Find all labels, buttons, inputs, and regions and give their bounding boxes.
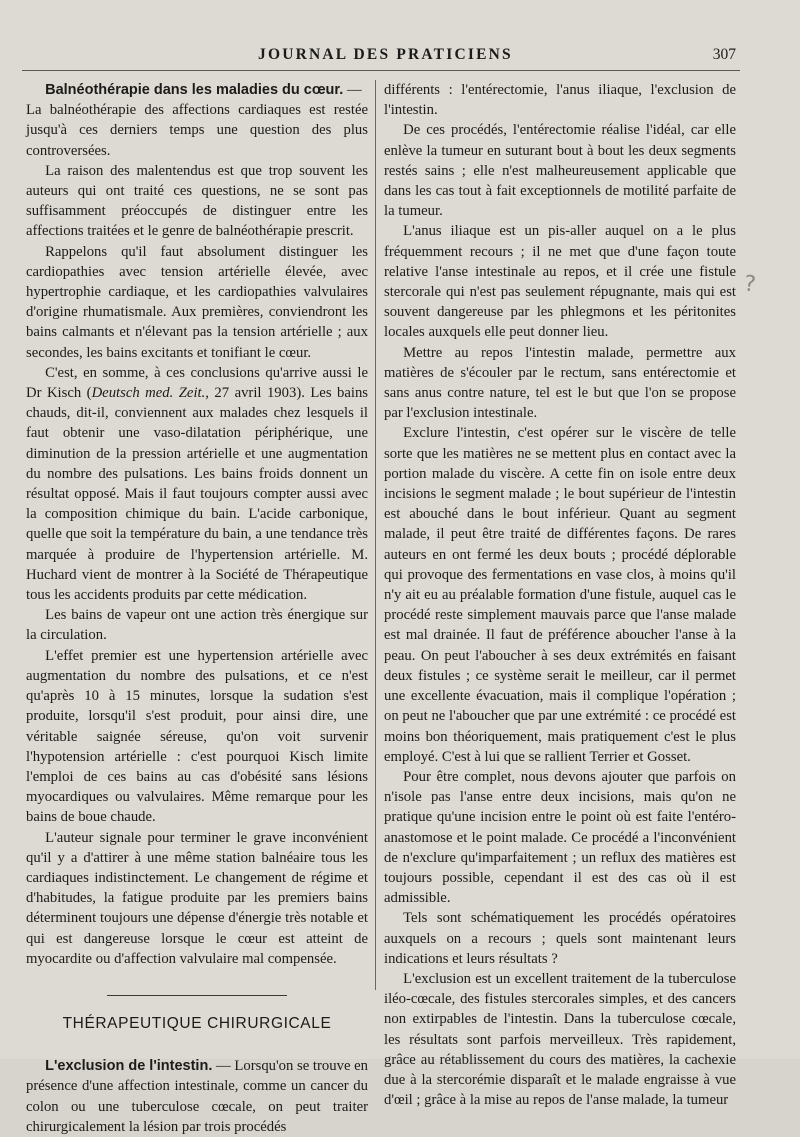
- section-rule: [107, 995, 287, 996]
- journal-title: JOURNAL DES PRATICIENS: [258, 46, 513, 63]
- article-title-exclusion: L'exclusion de l'intestin.: [45, 1058, 213, 1075]
- paragraph: Mettre au repos l'intestin malade, permettre aux matières de s'écouler par le rectum, sans entérectomie et sans anus contre nature, tel est le but que l'on se propose par l'exclusion intestinale.: [384, 344, 736, 422]
- paragraph-kisch: [26, 363, 368, 605]
- paragraph: Rappelons qu'il faut absolument distinguer les cardiopathies avec tension artérielle élevée, avec hypertrophie cardiaque, et les cardiopathies valvulaires d'origine rhumatismale. Aux premières, conviendront les bains calmants et n'élevant pas la tension artérielle ; aux secondes, les bains excitants et tonifiant le cœur.: [26, 243, 368, 361]
- paragraph: Exclure l'intestin, c'est opérer sur le viscère de telle sorte que les matières ne se mettent plus en contact avec la portion malade du viscère. A cette fin on isole entre deux incisions le segment malade ; le bout supérieur de l'intestin est abouché dans le bout inférieur. Quant au segment malade, il peut être traité de différentes façons. De rares auteurs en ont fermé les deux bouts ; procédé déplorable qui provoque des fermentations en vase clos, à moins qu'il n'y ait eu au préalable formation d'une fistule, auquel cas le procédé reste simplement mauvais parce que l'anse malade est mal drainée. Il faut de préférence aboucher l'anse à la peau. On peut l'aboucher à ses deux extrémités en faisant deux fistules ; ce système serait le meilleur, car il permet une excellente évacuation, mais il complique l'opération ; on peut ne l'aboucher que par une extrémité : ce procédé est moins bon théoriquement, mais pratiquement c'est le plus employé. C'est à lui que se rallient Terrier et Gosset.: [384, 425, 736, 765]
- paragraph: De ces procédés, l'entérectomie réalise l'idéal, car elle enlève la tumeur en suturant bout à bout les deux segments restés sains ; elle n'est malheureusement applicable que dans les cas tout à fait exceptionnels de motilité parfaite de la tumeur.: [384, 122, 736, 220]
- article-title-balneotherapie: Balnéothérapie dans les maladies du cœur.: [45, 82, 344, 98]
- handwritten-margin-mark: ?: [742, 271, 757, 298]
- title-dash: —: [343, 82, 362, 98]
- paragraph: L'auteur signale pour terminer le grave inconvénient qu'il y a d'attirer à une même station balnéaire tous les cardiaques indistinctement. Le changement de régime et d'habitudes, la fatigue produite par les premiers bains déterminent toujours une dépense d'énergie très notable et qui est dangereuse lorsque le cœur est atteint de myocardite ou d'affection valvulaire mal compensée.: [26, 829, 368, 967]
- article-exclusion-paragraph-1: [26, 1056, 368, 1137]
- paragraph-text: C'est, en somme, à ces conclusions qu'arrive aussi le Dr Kisch (: [26, 364, 368, 402]
- paragraph: Tels sont schématiquement les procédés opératoires auxquels on a recours ; quels sont maintenant leurs indications et leurs résultats ?: [384, 910, 736, 967]
- paragraph-text: , 27 avril 1903). Les bains chauds, dit-il, conviennent aux malades chez lesquels il faut obtenir une vaso-dilatation périphérique, une diminution de la pression artérielle et une augmentation du nombre des pulsations. Les bains froids donnent un résultat opposé. Mais il faut toujours compter aussi avec la composition chimique du bain. L'acide carbonique, quelle que soit la température du bain, a une tendance très marquée à produire de l'hypertension artérielle. M. Huchard vient de montrer à la Société de Thérapeutique tous les accidents produits par cette médication.: [26, 385, 369, 604]
- running-head: [0, 46, 800, 70]
- paragraph-text: La balnéothérapie des affections cardiaques est restée jusqu'à ces derniers temps une question des plus controversées.: [26, 102, 368, 159]
- section-heading-text: THÉRAPEUTIQUE CHIRURGICALE: [62, 1014, 332, 1032]
- paragraph-text: Lorsqu'on se trouve en présence d'une affection intestinale, comme un cancer du colon ou une tuberculose cœcale, on peut traiter chirurgicalement la lésion par trois procédés: [26, 1058, 368, 1135]
- right-column: [384, 80, 736, 1109]
- journal-citation: Deutsch med. Zeit.: [91, 385, 206, 402]
- title-dash: —: [212, 1058, 235, 1075]
- paragraph: Les bains de vapeur ont une action très énergique sur la circulation.: [26, 607, 368, 644]
- header-rule: [22, 70, 740, 71]
- paragraph: Pour être complet, nous devons ajouter que parfois on n'isole pas l'anse entre deux incisions, mais qu'on ne pratique qu'une incision entre le point où est faite l'entéro-anastomose et le point malade. Ce procédé a l'inconvénient de n'exclure qu'imparfaitement ; un reflux des matières est toujours possible, cependant il est des cas où il est admissible.: [384, 768, 736, 907]
- paragraph-continued: différents : l'entérectomie, l'anus iliaque, l'exclusion de l'intestin.: [384, 82, 736, 119]
- column-divider: [375, 80, 376, 990]
- paragraph: L'exclusion est un excellent traitement de la tuberculose iléo-cœcale, des fistules stercorales simples, et des cancers non extirpables de l'intestin. Dans la tuberculose cœcale, les résultats sont parfois merveilleux. Très rapidement, grâce au rétablissement du cours des matières, la cachexie due à la stercorémie disparaît et le malade engraisse à vue d'œil ; grâce à la mise au repos de l'anse malade, la tumeur: [384, 970, 736, 1109]
- section-heading: [26, 995, 368, 1034]
- page-number: 307: [712, 46, 736, 63]
- paragraph: La raison des malentendus est que trop souvent les auteurs qui ont traité ces questions, ne se sont pas suffisamment préoccupés de distinguer entre les affections traitées et le genre de balnéothérapie prescrit.: [26, 162, 368, 240]
- article-balneotherapie-paragraph-1: [26, 80, 368, 161]
- paragraph: L'anus iliaque est un pis-aller auquel on a le plus fréquemment recours ; il ne met que d'une façon toute relative l'anse intestinale au repos, et il crée une fistule stercorale qui n'est pas seulement répugnante, mais qui est souvent dangereuse par les phlegmons et les péritonites locales auxquels elle peut donner lieu.: [384, 223, 736, 341]
- paragraph: L'effet premier est une hypertension artérielle avec augmentation du nombre des pulsations, et ce n'est qu'après 10 à 15 minutes, lorsque la sudation s'est produite, lorsqu'il s'est produit, pour ainsi dire, une véritable saignée séreuse, qu'on voit survenir l'hypotension artérielle : c'est pourquoi Kisch limite l'emploi de ces bains au cas d'obésité sans lésions myocardiques ou valvulaires. Même remarque pour les bains de boue chaude.: [26, 647, 368, 826]
- left-column: [26, 80, 369, 1135]
